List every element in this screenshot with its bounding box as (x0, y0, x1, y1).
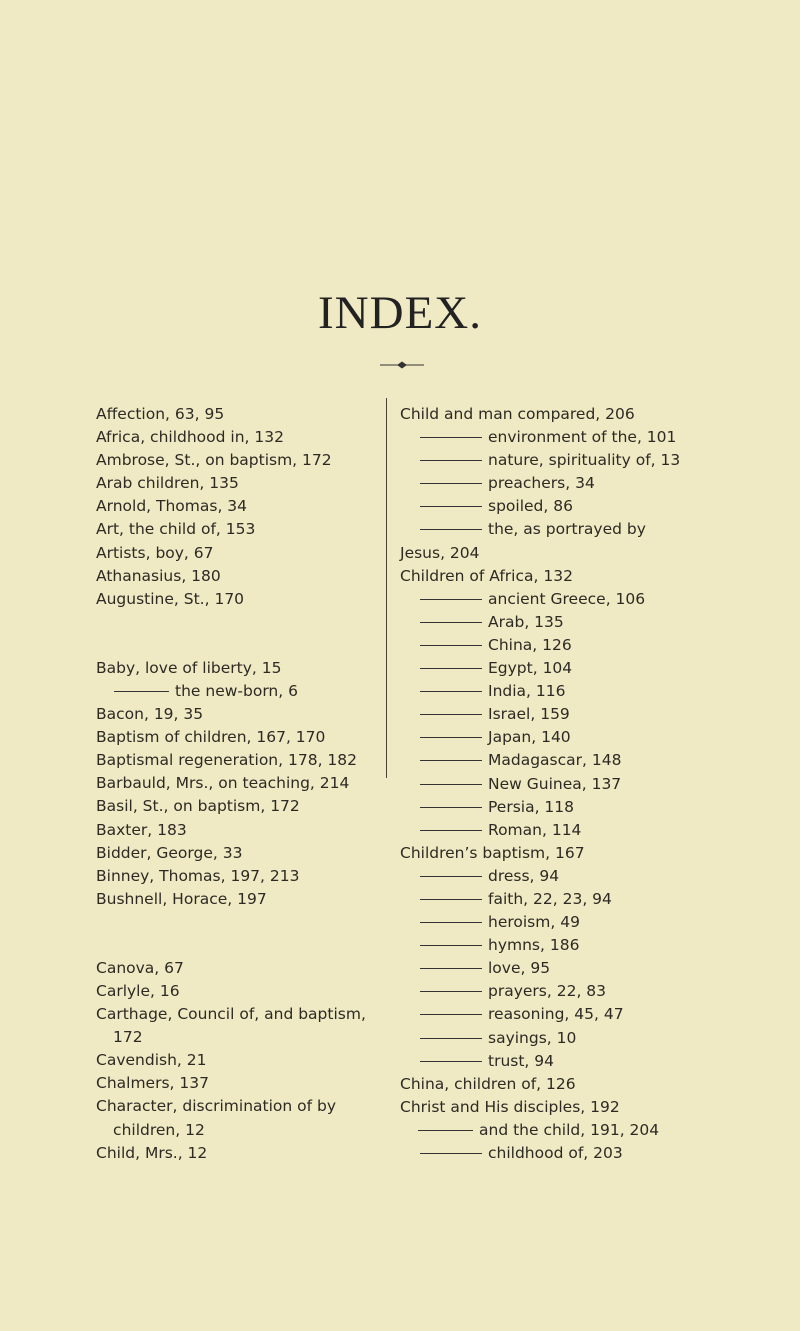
ditto-dash (420, 460, 482, 461)
ditto-dash (420, 1038, 482, 1039)
ditto-dash (420, 1153, 482, 1154)
index-subentry (400, 796, 710, 819)
index-subentry (400, 680, 710, 703)
index-subentry (400, 773, 710, 796)
subentry-text: trust, 94 (488, 1051, 555, 1070)
index-entry: Child, Mrs., 12 (96, 1143, 208, 1162)
index-subentry (400, 957, 710, 980)
section-gap (96, 911, 381, 957)
index-entry: Arnold, Thomas, 34 (96, 497, 248, 516)
ditto-dash (420, 437, 482, 438)
index-subentry (400, 472, 710, 495)
index-subentry (400, 1003, 710, 1026)
ditto-dash (420, 691, 482, 692)
index-subentry (400, 703, 710, 726)
index-entry: Athanasius, 180 (96, 566, 221, 585)
index-subentry (400, 657, 710, 680)
index-entry: Bidder, George, 33 (96, 843, 243, 862)
index-entry: Artists, boy, 67 (96, 543, 214, 562)
ditto-dash (420, 483, 482, 484)
subentry-text: the, as portrayed by Jesus, 204 (400, 520, 646, 562)
index-entry: Baby, love of liberty, 15 (96, 658, 282, 677)
subentry-text: the new-born, 6 (175, 681, 298, 700)
index-entry: Baxter, 183 (96, 820, 187, 839)
subentry-text: Arab, 135 (488, 612, 564, 631)
ditto-dash (420, 876, 482, 877)
index-entry: Cavendish, 21 (96, 1051, 207, 1070)
index-entry: Children’s baptism, 167 (400, 843, 585, 862)
index-subentry (400, 865, 710, 888)
subentry-text: China, 126 (488, 635, 572, 654)
index-subentry (400, 449, 710, 472)
index-subentry (400, 1119, 710, 1142)
index-subentry (400, 888, 710, 911)
ditto-dash (420, 506, 482, 507)
subentry-text: love, 95 (488, 959, 551, 978)
ditto-dash (420, 945, 482, 946)
ditto-dash (420, 599, 482, 600)
index-entry: Chalmers, 137 (96, 1074, 209, 1093)
index-subentry (400, 588, 710, 611)
index-subentry (400, 518, 670, 564)
ditto-dash (420, 899, 482, 900)
subentry-text: preachers, 34 (488, 474, 595, 493)
index-subentry (400, 749, 710, 772)
index-subentry (400, 1027, 710, 1050)
index-right-column (400, 403, 710, 1165)
index-entry: Carthage, Council of, and baptism, 172 (96, 1005, 366, 1047)
ditto-dash (420, 760, 482, 761)
index-left-column (96, 403, 381, 1165)
index-entry: Basil, St., on baptism, 172 (96, 797, 300, 816)
ditto-dash (420, 714, 482, 715)
index-subentry (400, 634, 710, 657)
ditto-dash (420, 991, 482, 992)
subentry-text: India, 116 (488, 682, 566, 701)
section-gap (96, 611, 381, 657)
ditto-dash (420, 622, 482, 623)
ditto-dash (420, 968, 482, 969)
subentry-text: Roman, 114 (488, 820, 582, 839)
index-subentry (96, 680, 381, 703)
subentry-text: reasoning, 45, 47 (488, 1005, 624, 1024)
index-subentry (400, 495, 710, 518)
index-entry: Bushnell, Horace, 197 (96, 889, 267, 908)
index-entry: Arab children, 135 (96, 474, 239, 493)
subentry-text: heroism, 49 (488, 913, 580, 932)
index-subentry (400, 1142, 710, 1165)
subentry-text: nature, spirituality of, 13 (488, 451, 681, 470)
index-entry: Child and man compared, 206 (400, 405, 635, 423)
subentry-text: sayings, 10 (488, 1028, 577, 1047)
index-entry: Character, discrimination of by children, 12 (96, 1097, 337, 1139)
ditto-dash (420, 830, 482, 831)
index-entry: Africa, childhood in, 132 (96, 428, 284, 447)
subentry-text: hymns, 186 (488, 936, 580, 955)
subentry-text: spoiled, 86 (488, 497, 573, 516)
index-entry: Augustine, St., 170 (96, 589, 245, 608)
subentry-text: Madagascar, 148 (488, 751, 622, 770)
index-subentry (400, 1050, 710, 1073)
index-entry: Ambrose, St., on baptism, 172 (96, 451, 332, 470)
ditto-dash (420, 1014, 482, 1015)
subentry-text: prayers, 22, 83 (488, 982, 607, 1001)
ditto-dash (418, 1130, 473, 1131)
subentry-text: Israel, 159 (488, 705, 570, 724)
subentry-text: environment of the, 101 (488, 428, 677, 447)
index-subentry (400, 426, 710, 449)
ditto-dash (114, 691, 169, 692)
ditto-dash (420, 668, 482, 669)
ditto-dash (420, 737, 482, 738)
index-entry: Binney, Thomas, 197, 213 (96, 866, 300, 885)
index-entry: Affection, 63, 95 (96, 405, 225, 423)
index-entry: Christ and His disciples, 192 (400, 1097, 620, 1116)
index-subentry (400, 726, 710, 749)
index-entry: Canova, 67 (96, 958, 184, 977)
index-entry: Bacon, 19, 35 (96, 705, 204, 724)
subentry-text: ancient Greece, 106 (488, 589, 646, 608)
index-subentry (400, 911, 710, 934)
subentry-text: New Guinea, 137 (488, 774, 622, 793)
index-subentry (400, 819, 710, 842)
subentry-text: Egypt, 104 (488, 659, 573, 678)
index-entry: Baptismal regeneration, 178, 182 (96, 751, 358, 770)
index-entry: Children of Africa, 132 (400, 566, 573, 585)
subentry-text: and the child, 191, 204 (479, 1120, 660, 1139)
ditto-dash (420, 645, 482, 646)
index-subentry (400, 611, 710, 634)
subentry-text: faith, 22, 23, 94 (488, 889, 612, 908)
subentry-text: Persia, 118 (488, 797, 575, 816)
index-entry: China, children of, 126 (400, 1074, 576, 1093)
index-entry: Barbauld, Mrs., on teaching, 214 (96, 774, 350, 793)
subentry-text: dress, 94 (488, 866, 560, 885)
page-title: INDEX. (318, 287, 482, 339)
ditto-dash (420, 807, 482, 808)
subentry-text: Japan, 140 (488, 728, 571, 747)
index-entry: Carlyle, 16 (96, 981, 180, 1000)
index-subentry (400, 934, 710, 957)
index-entry: Art, the child of, 153 (96, 520, 256, 539)
ditto-dash (420, 922, 482, 923)
index-entry: Baptism of children, 167, 170 (96, 728, 326, 747)
index-subentry (400, 980, 710, 1003)
column-divider (386, 398, 387, 778)
ornament-divider-icon (380, 360, 424, 370)
ditto-dash (420, 784, 482, 785)
ditto-dash (420, 529, 482, 530)
ditto-dash (420, 1061, 482, 1062)
subentry-text: childhood of, 203 (488, 1144, 623, 1162)
